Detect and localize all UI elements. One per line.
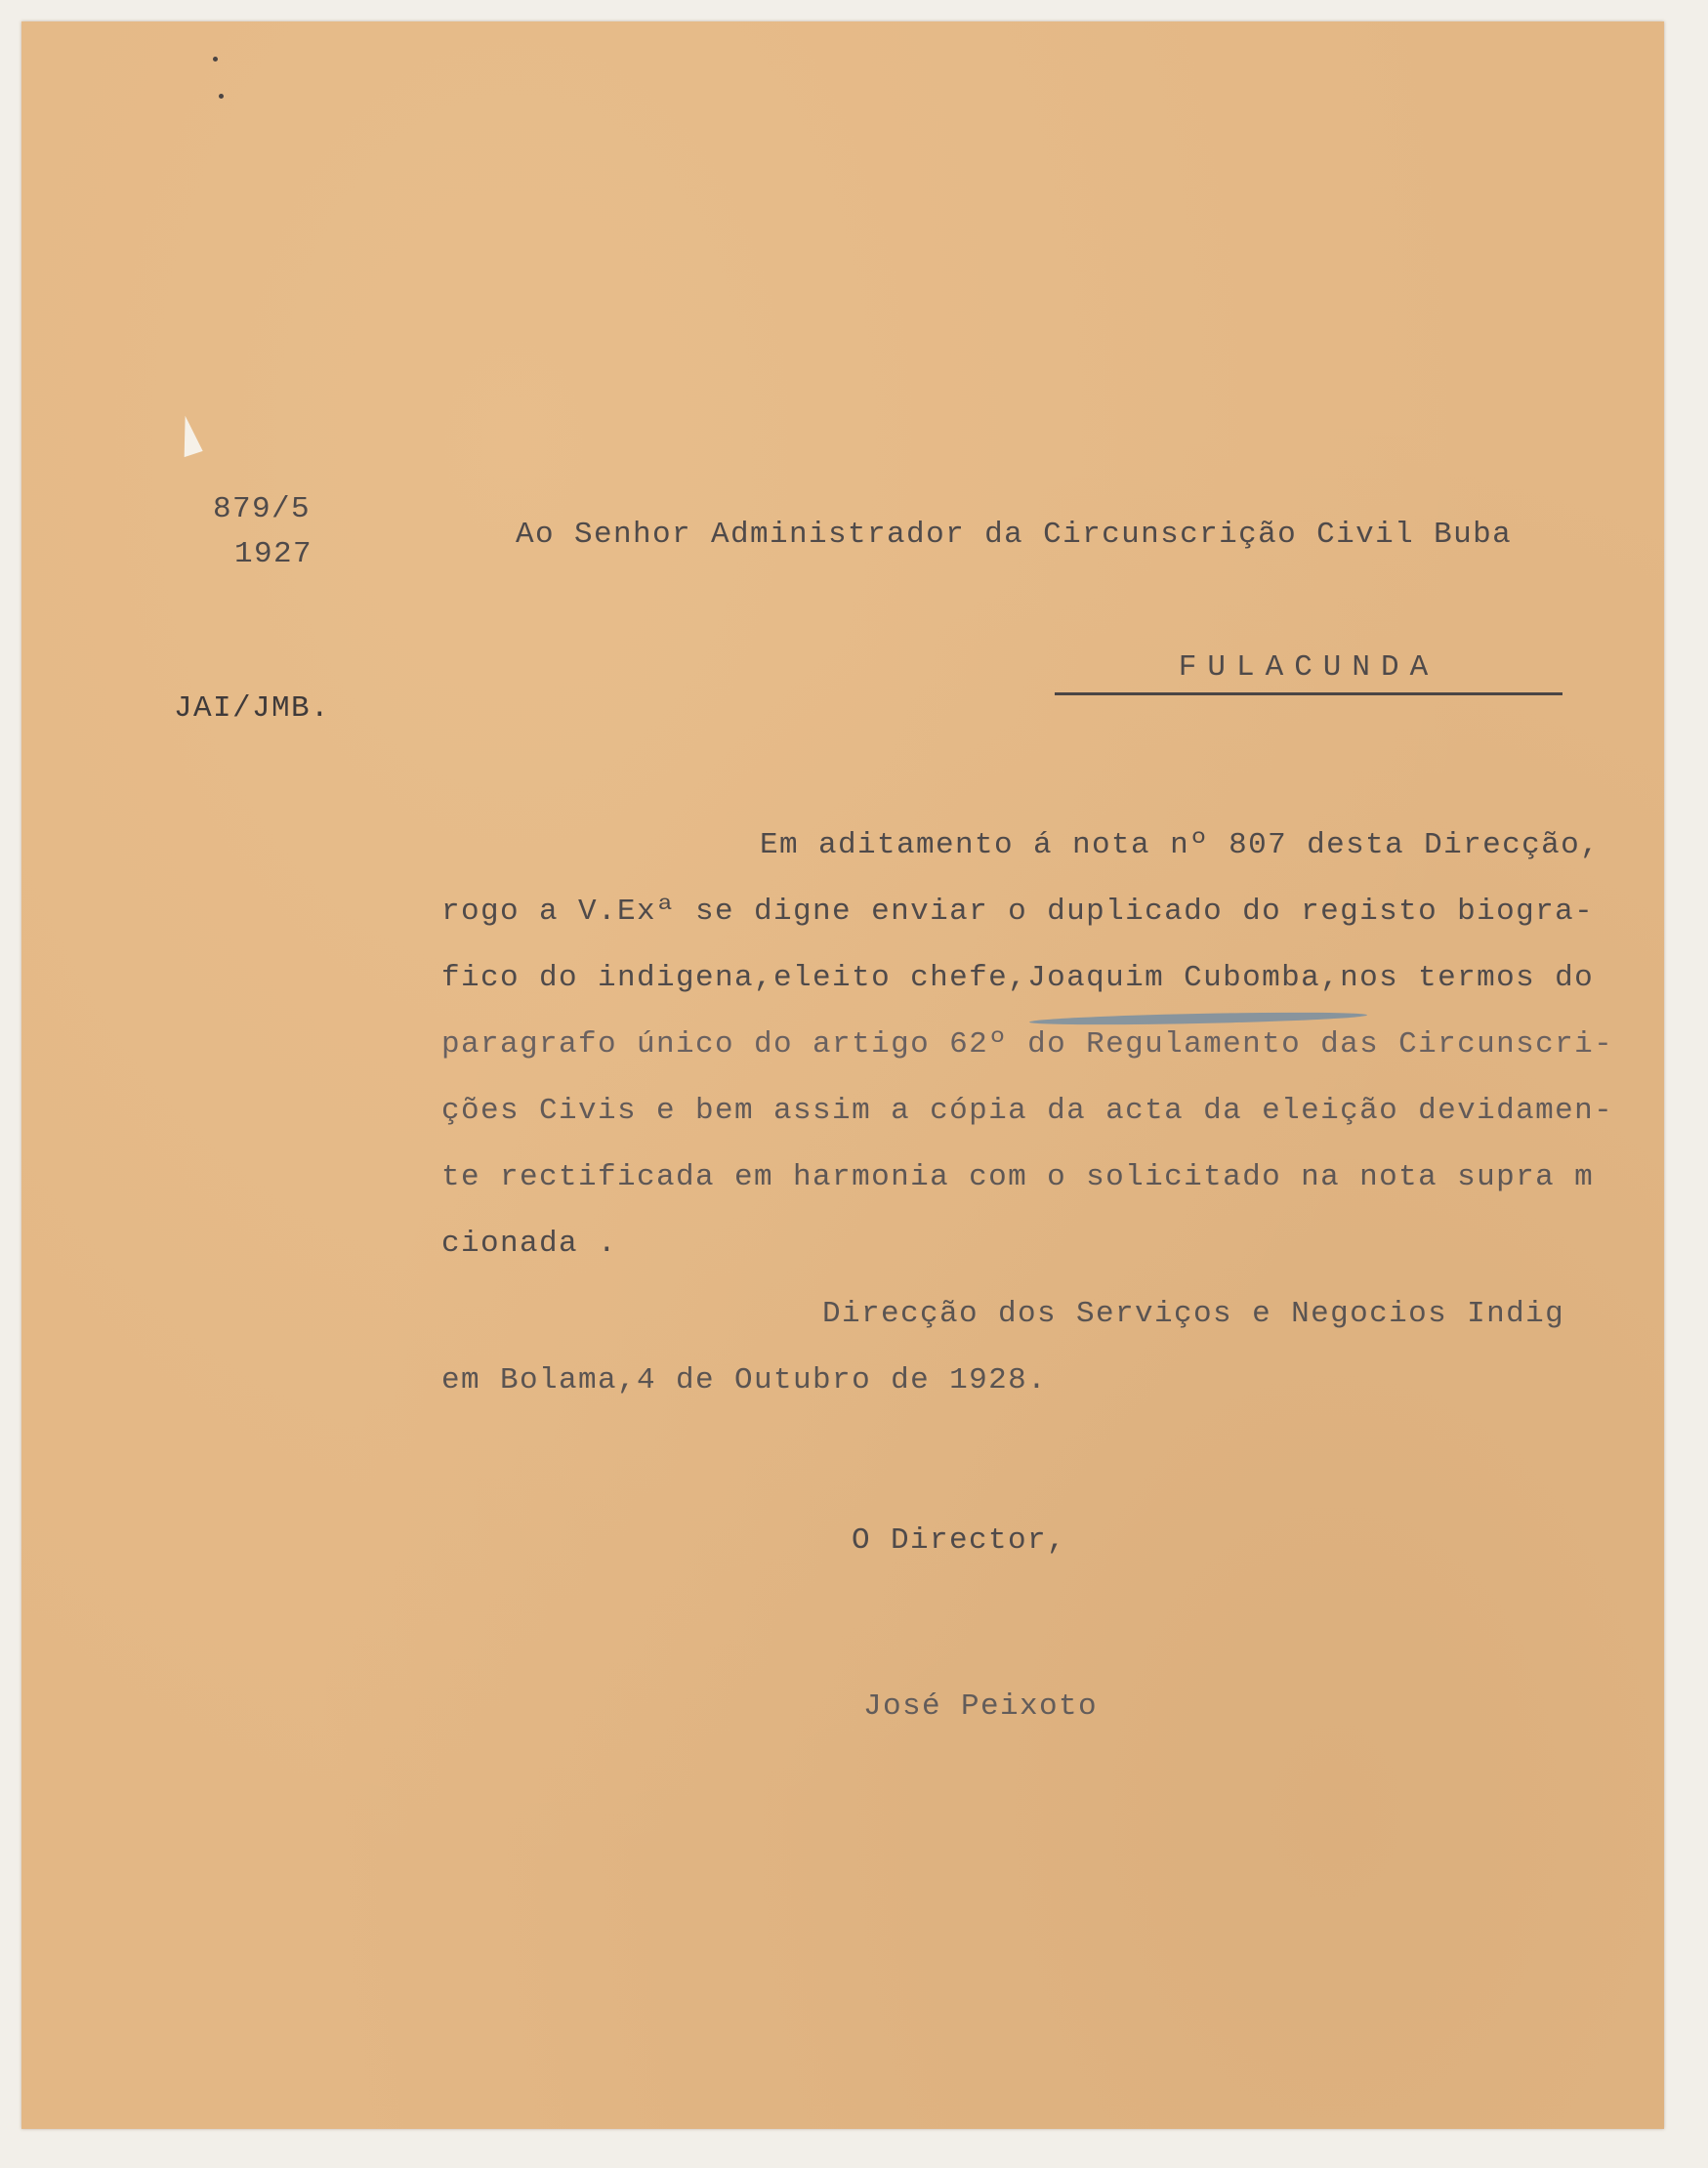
body-line-7: cionada . <box>441 1227 618 1261</box>
addressee-line: Ao Senhor Administrador da Circunscrição Civil Buba <box>516 518 1513 552</box>
body-line-6: te rectificada em harmonia com o solicitado na nota supra m <box>441 1160 1595 1194</box>
body-line-2: rogo a V.Exª se digne enviar o duplicado do registo biogra- <box>441 895 1595 929</box>
body-line-1: Em aditamento á nota nº 807 desta Direcção, <box>760 828 1601 862</box>
blue-pencil-underline <box>1029 1010 1367 1026</box>
punch-dot <box>213 57 218 62</box>
punch-dot <box>219 94 224 99</box>
typist-initials: JAI/JMB. <box>174 691 331 726</box>
closing-line-1: Direcção dos Serviços e Negocios Indig <box>822 1297 1565 1331</box>
reference-year: 1927 <box>234 537 313 571</box>
signatory-title: O Director, <box>852 1523 1067 1558</box>
destination-heading: FULACUNDA <box>1055 650 1562 695</box>
body-line-3: fico do indigena,eleito chefe,Joaquim Cubomba,nos termos do <box>441 961 1595 995</box>
body-line-4: paragrafo único do artigo 62º do Regulamento das Circunscri- <box>441 1027 1614 1062</box>
signatory-name: José Peixoto <box>863 1689 1099 1724</box>
body-line-5: ções Civis e bem assim a cópia da acta da eleição devidamen- <box>441 1094 1614 1128</box>
document-page <box>21 21 1664 2129</box>
paper-tear-mark <box>172 414 202 457</box>
closing-line-2: em Bolama,4 de Outubro de 1928. <box>441 1363 1048 1397</box>
reference-number: 879/5 <box>213 492 312 526</box>
